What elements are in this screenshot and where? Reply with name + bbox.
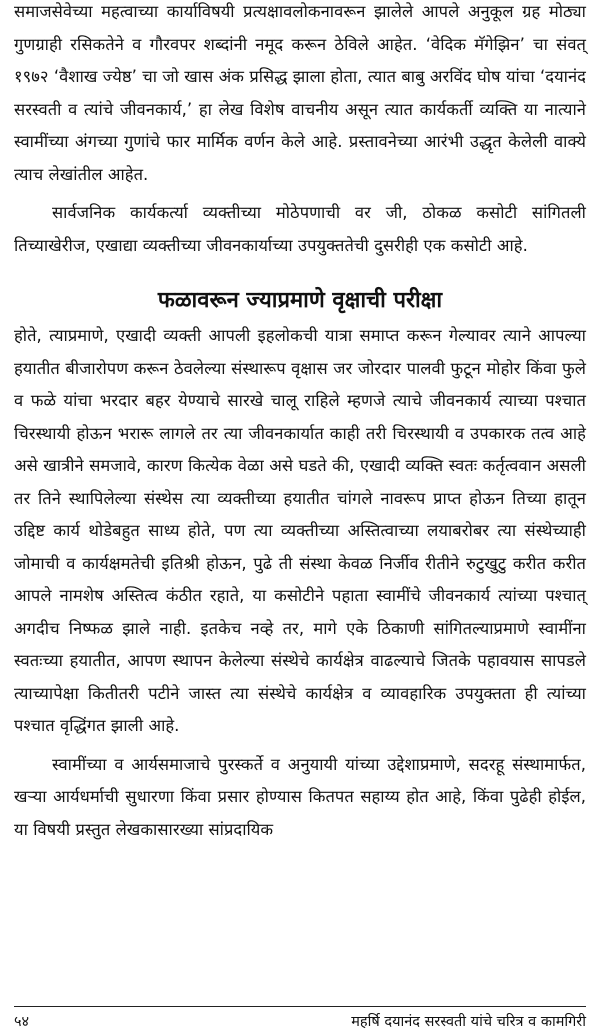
footer-divider xyxy=(14,1006,586,1007)
body-paragraph-3: होते, त्याप्रमाणे, एखादी व्यक्ती आपली इहलोकची यात्रा समाप्त करून गेल्यावर त्याने आपल्या हयातीत बीजारोपण करून ठेवलेल्या संस्थारूप वृक्षास जर जोरदार पालवी फुटून मोहोर किंवा फुले व फळे यांचा भरदार बहर येण्याचे सारखे चालू राहिले म्हणजे त्याचे जीवनकार्य त्याच्या पश्चात चिरस्थायी होऊन भरारू लागले तर त्या जीवनकार्यात काही तरी चिरस्थायी व उपकारक तत्व आहे असे खात्रीने समजावे, कारण कित्येक वेळा असे घडते की, एखादी व्यक्ति स्वतः कर्तृत्ववान असली तर तिने स्थापिलेल्या संस्थेस त्या व्यक्तीच्या हयातीत चांगले नावरूप प्राप्त होऊन तिच्या हातून उद्दिष्ट कार्य थोडेबहुत साध्य होते, पण त्या व्यक्तीच्या अस्तित्वाच्या लयाबरोबर त्या संस्थेच्याही जोमाची व कार्यक्षमतेची इतिश्री होऊन, पुढे ती संस्था केवळ निर्जीव रीतीने रुटुखुटु करीत करीत आपले नामशेष अस्तित्व कंठीत रहाते, या कसोटीने पहाता स्वामींचे जीवनकार्य त्यांच्या पश्चात् अगदीच निष्फळ झाले नाही. इतकेच नव्हे तर, मागे एके ठिकाणी सांगितल्याप्रमाणे स्वामींना स्वतःच्या हयातीत, आपण स्थापन केलेल्या संस्थेचे कार्यक्षेत्र वाढल्याचे जितके पहावयास सापडले त्याच्यापेक्षा कितीतरी पटीने जास्त त्या संस्थेचे कार्यक्षेत्र व व्यावहारिक उपयुक्तता ही त्यांच्या पश्चात वृद्धिंगत झाली आहे. xyxy=(14,326,586,735)
section-heading: फळावरून ज्याप्रमाणे वृक्षाची परीक्षा xyxy=(157,288,443,313)
body-paragraph-1: समाजसेवेच्या महत्वाच्या कार्याविषयी प्रत्यक्षावलोकनावरून झालेले आपले अनुकूल ग्रह मोठ्या गुणग्राही रसिकतेने व गौरवपर शब्दांनी नमूद करून ठेविले आहेत. ‘वेदिक मॅगेझिन’ चा संवत् १९७२ ‘वैशाख ज्येष्ठ’ चा जो खास अंक प्रसिद्ध झाला होता, त्यात बाबु अरविंद घोष यांचा ‘दयानंद सरस्वती व त्यांचे जीवनकार्य,’ हा लेख विशेष वाचनीय असून त्यात कार्यकर्ती व्यक्ति या नात्याने स्वामींच्या अंगच्या गुणांचे फार मार्मिक वर्णन केले आहे. प्रस्तावनेच्या आरंभी उद्धृत केलेली वाक्ये त्याच लेखांतील आहेत. xyxy=(14,2,586,184)
page-number: ५४ xyxy=(14,1014,30,1030)
body-paragraph-4: स्वामींच्या व आर्यसमाजाचे पुरस्कर्ते व अनुयायी यांच्या उद्देशाप्रमाणे, सदरहू संस्थामार्फत, खऱ्या आर्यधर्माची सुधारणा किंवा प्रसार होण्यास कितपत सहाय्य होत आहे, किंवा पुढेही होईल, या विषयी प्रस्तुत लेखकासारख्या सांप्रदायिक xyxy=(14,754,586,839)
running-title: महर्षि दयानंद सरस्वती यांचे चरित्र व कामगिरी xyxy=(351,1014,586,1030)
page-footer xyxy=(14,1010,586,1034)
body-paragraph-2: सार्वजनिक कार्यकर्त्या व्यक्तीच्या मोठेपणाची वर जी, ठोकळ कसोटी सांगितली तिच्याखेरीज, एखाद्या व्यक्तीच्या जीवनकार्याच्या उपयुक्ततेची दुसरीही एक कसोटी आहे. xyxy=(14,203,586,255)
